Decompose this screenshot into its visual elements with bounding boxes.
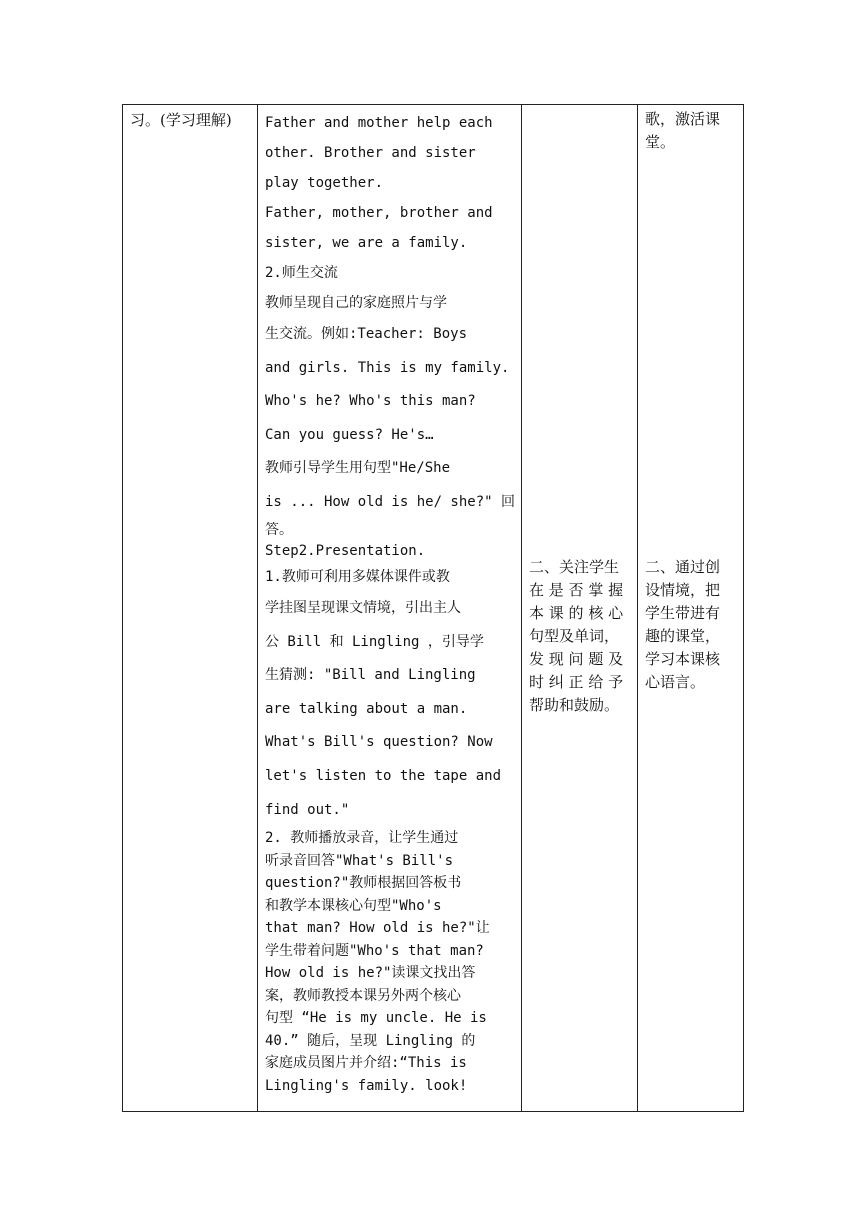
evaluation-line: 二、关注学生 [529,558,620,576]
activity-line: 公 Bill 和 Lingling ，引导学 [265,633,484,650]
design-intent-top-line: 歌，激活课 [645,110,721,128]
evaluation-line: 帮助和鼓励。 [529,696,620,714]
activity-line: Lingling's family. look! [265,1077,468,1094]
evaluation-line: 时 纠 正 给 予 [529,673,624,691]
activity-line: that man? How old is he?"让 [265,920,490,937]
activity-line: 案，教师教授本课另外两个核心 [265,987,461,1004]
activity-line: sister, we are a family. [265,235,468,251]
activity-line: play together. [265,175,384,191]
activity-line: Father, mother, brother and [265,205,493,221]
activity-line: 40.” 随后，呈现 Lingling 的 [265,1032,476,1049]
activity-line: 答。 [265,521,293,538]
design-intent-cell [638,105,744,1112]
activity-line: 教师引导学生用句型"He/She [265,460,451,477]
activity-line: is ... How old is he/ she?" 回 [265,493,516,510]
activity-line: 生交流。例如:Teacher: Boys [265,326,468,342]
activity-cell [258,105,522,1112]
design-intent-line: 设情境，把 [645,581,721,599]
activity-line: find out." [265,801,350,818]
activity-line: 教师呈现自己的家庭照片与学 [265,295,447,311]
design-intent-line: 学习本课核 [645,650,721,668]
design-intent-line: 二、通过创 [645,558,721,576]
activity-line: 听录音回答"What's Bill's [265,852,454,869]
activity-line: Father and mother help each [265,115,493,131]
lesson-plan-table [122,104,744,1112]
activity-line: How old is he?"读课文找出答 [265,965,476,982]
evaluation-cell [522,105,638,1112]
design-intent-top-line: 堂。 [645,133,676,151]
activity-line: question?"教师根据回答板书 [265,875,462,892]
activity-line: 和教学本课核心句型"Who's [265,897,442,914]
activity-line: other. Brother and sister [265,145,476,161]
table-row [123,105,744,1112]
activity-line: are talking about a man. [265,700,468,717]
activity-line: 2.师生交流 [265,265,338,281]
evaluation-line: 句型及单词， [529,627,620,645]
activity-line: 2. 教师播放录音，让学生通过 [265,830,459,847]
activity-line: 生猜测: "Bill and Lingling [265,667,476,684]
activity-line: Who's he? Who's this man? [265,393,476,410]
activity-line: 1.教师可利用多媒体课件或教 [265,569,450,586]
design-intent-line: 学生带进有 [645,604,721,622]
evaluation-line: 本 课 的 核 心 [529,604,624,622]
activity-line: and girls. This is my family. [265,359,510,376]
evaluation-line: 发 现 问 题 及 [529,650,624,668]
design-intent-line: 心语言。 [645,673,706,691]
activity-line: What's Bill's question? Now [265,734,493,751]
activity-line: 家庭成员图片并介绍:“This is [265,1055,467,1072]
activity-line: Can you guess? He's… [265,426,434,443]
activity-line: 学挂图呈现课文情境，引出主人 [265,600,461,617]
activity-line: 学生带着问题"Who's that man? [265,942,484,959]
stage-cell [123,105,258,1112]
activity-line: Step2.Presentation. [265,542,426,559]
activity-line: let's listen to the tape and [265,768,502,785]
evaluation-line: 在 是 否 掌 握 [529,581,624,599]
stage-text: 习。(学习理解) [130,111,232,129]
activity-line: 句型 “He is my uncle. He is [265,1010,487,1027]
design-intent-line: 趣的课堂， [645,627,721,645]
